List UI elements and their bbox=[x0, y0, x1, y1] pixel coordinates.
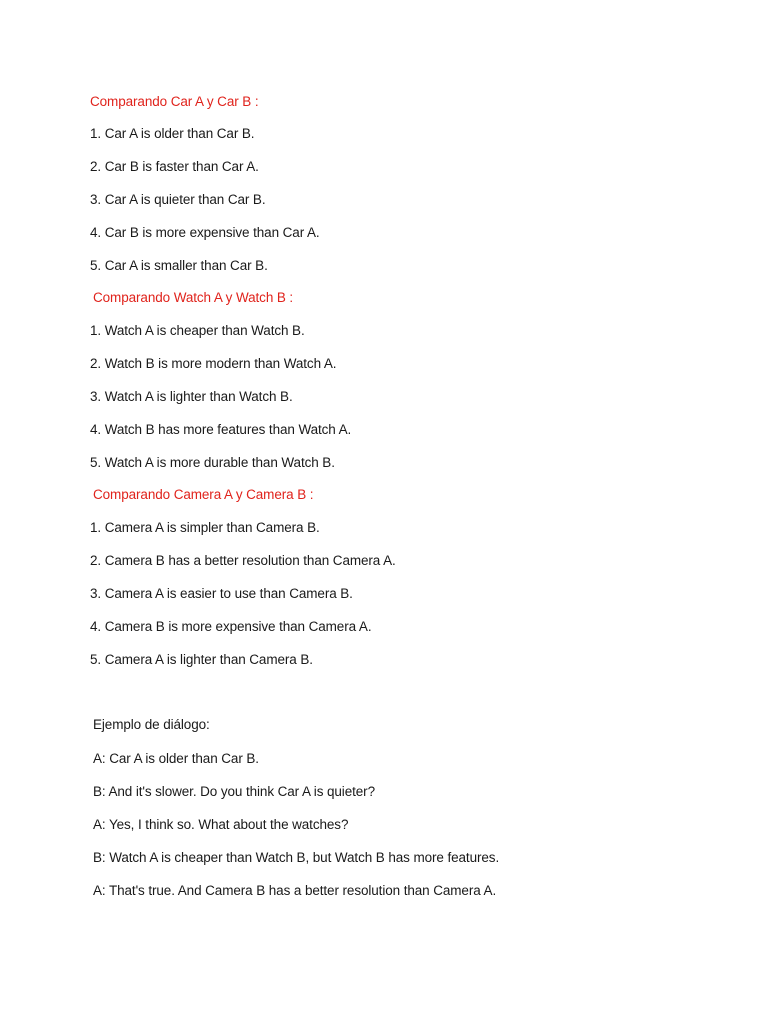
list-item: 4. Car B is more expensive than Car A. bbox=[90, 225, 320, 240]
list-item: 1. Camera A is simpler than Camera B. bbox=[90, 520, 320, 535]
dialogue-line: A: Car A is older than Car B. bbox=[93, 751, 259, 766]
section-heading-cars: Comparando Car A y Car B : bbox=[90, 94, 259, 109]
section-heading-watches: Comparando Watch A y Watch B : bbox=[93, 290, 294, 305]
list-item: 3. Camera A is easier to use than Camera B. bbox=[90, 586, 353, 601]
list-item: 4. Watch B has more features than Watch A. bbox=[90, 422, 352, 437]
list-item: 2. Watch B is more modern than Watch A. bbox=[90, 356, 337, 371]
list-item: 2. Car B is faster than Car A. bbox=[90, 159, 259, 174]
list-item: 1. Watch A is cheaper than Watch B. bbox=[90, 323, 305, 338]
dialogue-line: A: Yes, I think so. What about the watches? bbox=[93, 817, 349, 832]
section-heading-cameras: Comparando Camera A y Camera B : bbox=[93, 487, 314, 502]
list-item: 4. Camera B is more expensive than Camera A. bbox=[90, 619, 372, 634]
list-item: 1. Car A is older than Car B. bbox=[90, 126, 255, 141]
list-item: 3. Car A is quieter than Car B. bbox=[90, 192, 266, 207]
list-item: 2. Camera B has a better resolution than Camera A. bbox=[90, 553, 396, 568]
dialogue-line: A: That's true. And Camera B has a better resolution than Camera A. bbox=[93, 883, 497, 898]
list-item: 5. Car A is smaller than Car B. bbox=[90, 258, 268, 273]
list-item: 5. Watch A is more durable than Watch B. bbox=[90, 455, 335, 470]
list-item: 5. Camera A is lighter than Camera B. bbox=[90, 652, 313, 667]
dialogue-title: Ejemplo de diálogo: bbox=[93, 717, 210, 732]
dialogue-line: B: Watch A is cheaper than Watch B, but Watch B has more features. bbox=[93, 850, 500, 865]
dialogue-line: B: And it's slower. Do you think Car A is quieter? bbox=[93, 784, 375, 799]
list-item: 3. Watch A is lighter than Watch B. bbox=[90, 389, 293, 404]
